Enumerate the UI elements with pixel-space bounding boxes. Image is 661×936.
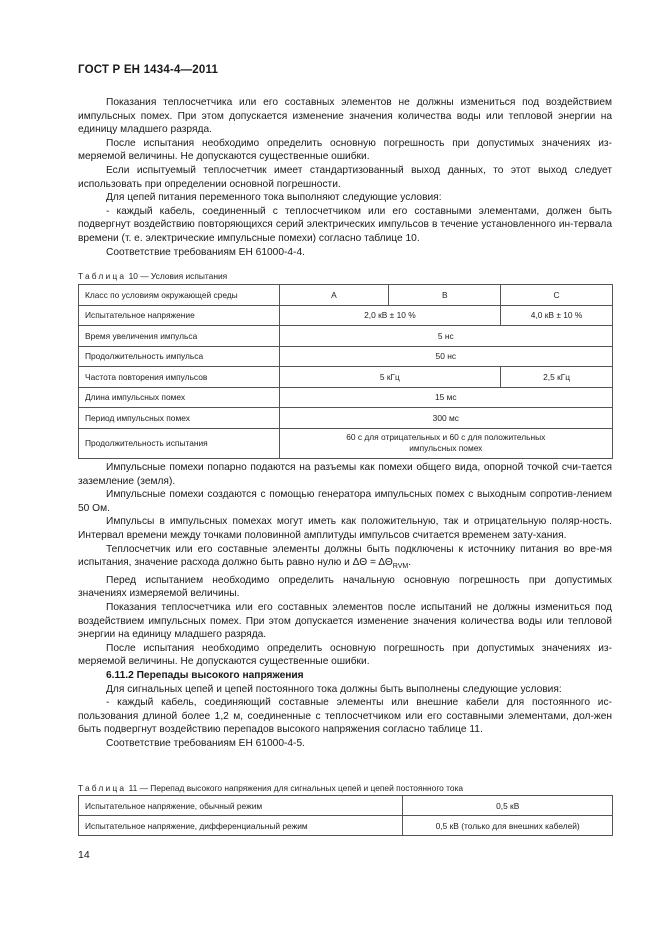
paragraph: Для сигнальных цепей и цепей постоянного тока должны быть выполнены следующие условия: (106, 683, 562, 695)
table-row (79, 428, 613, 458)
caption-title: 10 — Условия испытания (128, 271, 228, 281)
paragraph-text: Теплосчетчик или его составные элементы должны быть подключены к источнику питания во вре-мя испытания, значение расхода должно быть равно нулю и ΔΘ = ΔΘ (78, 543, 612, 569)
table-row (79, 326, 613, 347)
paragraph-end: . (408, 557, 412, 569)
table-cell: Испытательное напряжение (79, 305, 280, 326)
table-row (79, 816, 613, 836)
table-cell: Испытательное напряжение, обычный режим (79, 796, 403, 816)
table-cell: Период импульсных помех (79, 408, 280, 429)
paragraph: Показания теплосчетчика или его составных элементов после испытаний не должны измениться под воздействием импульсных помех. При этом допускается изменение значения количества воды или тепловой энергии на единицу младшего разряда. (78, 601, 612, 641)
table-10-caption (78, 271, 227, 281)
paragraph: Соответствие требованиям ЕН 61000-4-5. (106, 737, 305, 749)
table-cell: 5 кГц (279, 367, 501, 388)
table-cell: 2,0 кВ ± 10 % (279, 305, 501, 326)
table-cell: 300 мс (279, 408, 612, 429)
table-cell: 0,5 кВ (403, 796, 613, 816)
table-cell: 0,5 кВ (только для внешних кабелей) (403, 816, 613, 836)
paragraph: Импульсные помехи создаются с помощью генератора импульсных помех с выходным сопротив-лением 50 Ом. (78, 489, 612, 514)
paragraph: После испытания необходимо определить основную погрешность при допустимых значениях из-меряемой величины. Не допускаются существенные ошибки. (78, 137, 612, 163)
document-header: ГОСТ Р ЕН 1434-4—2011 (78, 64, 219, 76)
table-11-surge-voltage (78, 795, 613, 836)
table-cell: B (389, 285, 501, 306)
caption-title: 11 — Перепад высокого напряжения для сигнальных цепей и цепей постоянного тока (128, 783, 464, 793)
paragraph: Перед испытанием необходимо определить начальную основную погрешность при допустимых значениях измеряемой величины. (78, 574, 612, 600)
table-cell: 15 мс (279, 387, 612, 408)
section-heading: 6.11.2 Перепады высокого напряжения (106, 669, 304, 681)
body-text-lower (78, 461, 612, 751)
table-row (79, 367, 613, 388)
table-cell: 4,0 кВ ± 10 % (501, 305, 613, 326)
table-row (79, 408, 613, 429)
paragraph: Для цепей питания переменного тока выполняют следующие условия: (106, 192, 442, 204)
paragraph: - каждый кабель, соединенный с теплосчетчиком или его составными элементами, должен быть подвергнут воздействию повторяющихся серий электрических импульсов в течение установленного ин-тервала времени (т. е. электрические импульсные помехи) согласно таблице 10. (78, 205, 612, 244)
paragraph: Соответствие требованиям ЕН 61000-4-4. (106, 246, 305, 258)
table-cell: Частота повторения импульсов (79, 367, 280, 388)
table-cell: Длина импульсных помех (79, 387, 280, 408)
table-row (79, 387, 613, 408)
paragraph: Если испытуемый теплосчетчик имеет стандартизованный выход данных, то этот выход следует использовать при определении основной погрешности. (78, 164, 612, 190)
table-cell: 60 с для отрицательных и 60 с для положительных импульсных помех (279, 428, 612, 458)
table-cell: A (279, 285, 389, 306)
paragraph: Показания теплосчетчика или его составных элементов не должны измениться под воздействием импульсных помех. При этом допускается изменение значения количества воды или тепловой энергии на единицу младшего разряда. (78, 97, 612, 136)
body-text-upper (78, 96, 612, 259)
table-11-caption (78, 783, 463, 793)
paragraph: После испытания необходимо определить основную погрешность при допустимых значениях из-меряемой величины. Не допускаются существенные ошибки. (78, 642, 612, 668)
table-cell: 5 нс (279, 326, 612, 347)
caption-prefix: Таблица (78, 783, 127, 793)
table-row (79, 285, 613, 306)
table-cell: C (501, 285, 613, 306)
table-cell: Время увеличения импульса (79, 326, 280, 347)
table-row (79, 346, 613, 367)
table-cell: Продолжительность испытания (79, 428, 280, 458)
table-cell: Испытательное напряжение, дифференциальный режим (79, 816, 403, 836)
paragraph (78, 543, 612, 574)
paragraph: Импульсы в импульсных помехах могут иметь как положительную, так и отрицательную поляр-ность. Интервал времени между точками половинной амплитуды импульсов считается временем зату-хания. (78, 516, 612, 541)
table-row (79, 796, 613, 816)
table-cell: Класс по условиям окружающей среды (79, 285, 280, 306)
table-cell: 50 нс (279, 346, 612, 367)
table-cell: 2,5 кГц (501, 367, 613, 388)
table-10-test-conditions (78, 284, 613, 459)
paragraph: Импульсные помехи попарно подаются на разъемы как помехи общего вида, опорной точкой счи-тается заземление (земля). (78, 462, 612, 487)
table-cell: Продолжительность импульса (79, 346, 280, 367)
page-number: 14 (78, 849, 90, 861)
paragraph: - каждый кабель, соединяющий составные элементы или внешние кабели для постоянного ис-пользования длиной более 1,2 м, соединенные с теплосчетчиком или его составными элементами, дол-жен быть подвергнут воздействию перепадов высокого напряжения согласно таблице 11. (78, 697, 612, 736)
caption-prefix: Таблица (78, 271, 127, 281)
table-row (79, 305, 613, 326)
subscript: RVM (392, 563, 409, 571)
